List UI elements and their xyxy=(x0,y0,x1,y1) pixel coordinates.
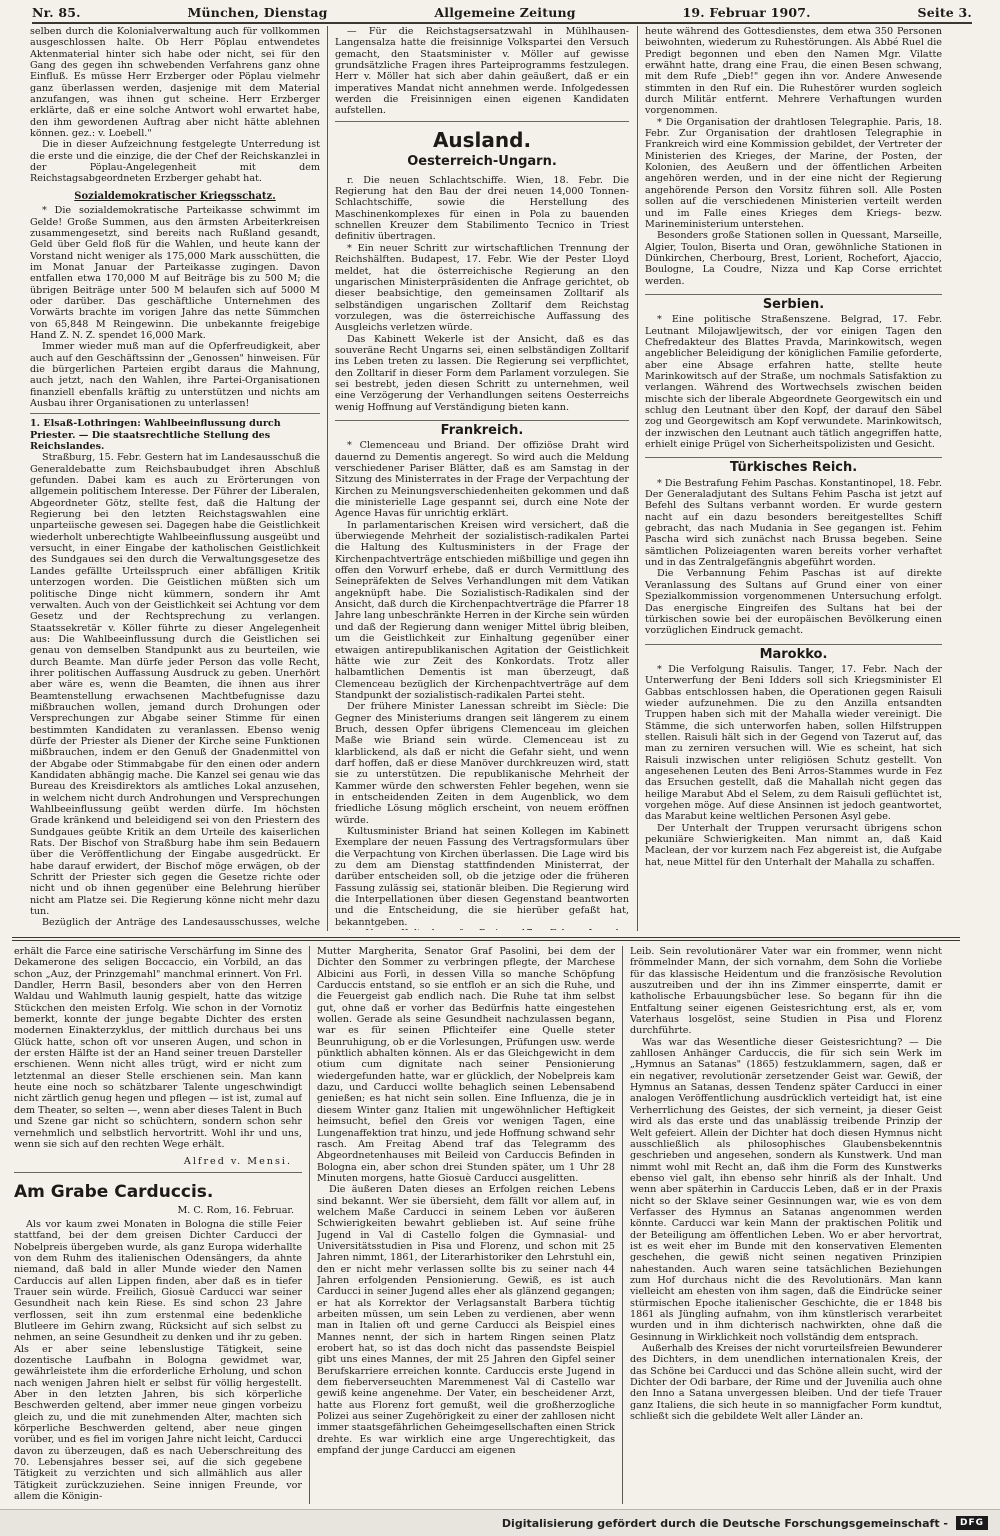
article-heading: 1. Elsaß-Lothringen: Wahlbeeinflussung durch Priester. — Die staatsrechtliche Stellung des Reichslandes. xyxy=(30,418,281,453)
feuilleton-rule xyxy=(12,937,960,938)
article-paragraph: * Die Verfolgung Raisulis. Tanger, 17. Febr. Nach der Unterwerfung der Beni Idders soll sich Kriegsminister El Gabbas entschlossen haben, die Operationen gegen Raisuli wieder aufzunehmen. Die zu den Anzilla entsandten Truppen haben sich mit der Mahalla wieder vereinigt. Die Stämme, die sich unterworfen haben, sollen Hilfstruppen stellen. Raisuli hält sich in der Gegend von Tazerut auf, das man zu zerniren versuchen will. Wie es scheint, hat sich Raisuli inzwischen unter religiösen Schutz gestellt. Von angesehenen Leuten des Beni Arros-Stammes wurde in Fez das Ersuchen gestellt, daß die Mahallah nicht gegen das heilige Marabut Abd el Selem, zu dem Raisuli geflüchtet ist, vorgehen möge. Auf diese Ansinnen ist jedoch geantwortet, das Marabut keine weltlichen Personen Asyl gebe. xyxy=(645,663,942,823)
column-divider xyxy=(637,26,638,931)
article-paragraph: Das Kabinett Wekerle ist der Ansicht, daß es das souveräne Recht Ungarns sei, einen selbständigen Zolltarif ins Leben treten zu lassen. Die Regierung sei verpflichtet, den Zolltarif in dieser Form dem Parlament vorzulegen. Sie sei bestrebt, jeden diesen Schritt zu unternehmen, weil eine Verzögerung der Verhandlungen seitens Oesterreichs wenig Hoffnung auf Verständigung bieten kann. xyxy=(335,333,629,413)
issue-number: Nr. 85. xyxy=(32,4,81,20)
article-paragraph: r. Die neuen Schlachtschiffe. Wien, 18. Febr. Die Regierung hat den Bau der drei neuen 14,000 Tonnen-Schlachtschiffe, sowie die Herstellung des Maschinenkomplexes für einen in Pola zu bauenden schnellen Kreuzer dem Stabilimento Tecnico in Triest definitiv übertragen. xyxy=(335,174,629,243)
divider xyxy=(335,121,629,122)
article-title: Am Grabe Carduccis. xyxy=(14,1181,214,1202)
feuilleton-rule xyxy=(12,940,960,941)
divider xyxy=(14,1172,302,1173)
digitization-footer xyxy=(0,1509,1000,1536)
article-paragraph: * Die sozialdemokratische Parteikasse schwimmt im Gelde! Große Summen, aus den ärmsten Arbeiterkreisen zusammengesetzt, sind bereits nach Rußland gesandt, Geld über Geld floß für die Wahlen, und heute kann der Vorstand nicht weniger als 175,000 Mark ausschütten, die im Monat Januar der Parteikasse zugingen. Davon entfallen etwa 170,000 M auf Beiträge bis zu 500 M; die übrigen Beiträge unter 500 M belaufen sich auf 5000 M oder darüber. Das geschäftliche Unternehmen des Vorwärts brachte im vorigen Jahre das nette Sümmchen von 65,848 M Reingewinn. Die unbekannte freigebige Hand Z. N. Z. spendet 16,000 Mark. xyxy=(30,205,320,341)
article-paragraph: * Clemenceau und Briand. Der offiziöse Draht wird dauernd zu Dementis angeregt. So wird auch die Meldung verschiedener Pariser Blätter, daß es am Samstag in der Sitzung des Ministerrates in der Frage der Verpachtung der Kirchen zu Meinungsverschiedenheiten gekommen und daß die ministerielle Lage gespannt sei, durch eine Note der Agence Havas für unrichtig erklärt. xyxy=(335,440,629,520)
article-paragraph: Der frühere Minister Lanessan schreibt im Siècle: Die Gegner des Ministeriums drangen seit längerem zu einem Bruch, dessen Opfer übrigens Clemenceau im gleichen Maße wie Briand sein würde. Clemenceau ist zu klarblickend, als daß er nicht die Gefahr sieht, und wenn darf hoffen, daß er diese Manöver durchkreuzen wird, statt sie zu unterstützen. Die republikanische Mehrheit der Kammer würde den schwersten Fehler begehen, wenn sie in entscheidenden Zeiten in dem Augenblick, wo dem friedliche Lösung möglich erscheint, von neuem eröffnen würde. xyxy=(335,701,629,826)
article-paragraph: * Die Bestrafung Fehim Paschas. Konstantinopel, 18. Febr. Der Generaladjutant des Sultans Fehim Pascha ist jetzt auf Befehl des Sultans verbannt worden. Er wurde gestern nacht auf ein dazu besonders bereitgestelltes Schiff gebracht, das nach Mudania in See gegangen ist. Fehim Pascha wird sich zunächst nach Brussa begeben. Seine sämtlichen Polizeiagenten waren bereits vorher verhaftet und in das Zentralgefängnis abgeführt worden. xyxy=(645,477,942,569)
author-signature: Alfred v. Mensi. xyxy=(183,1156,292,1168)
section-heading: Serbien. xyxy=(645,294,942,310)
column-divider xyxy=(622,946,623,1504)
article-paragraph: * Eine politische Straßenszene. Belgrad, 17. Febr. Leutnant Milojawljewitsch, der vor einigen Tagen den Chefredakteur des Blattes Pravda, Marinkowitsch, wegen angeblicher Beleidigung der königlichen Familie geforderte, aber eine Absage erfahren hatte, stellte heute Marinkowitsch auf der Straße, um nochmals Satisfaktion zu verlangen. Während des Wortwechsels zwischen beiden mischte sich der liberale Abgeordnete Georgewitsch ein und schlug den Leutnant über den Kopf, der darauf den Säbel zog und Georgewitsch am Kopf verwundete. Marinkowitsch, der inzwischen den Leutnant auch tätlich angegriffen hatte, erhielt einige Prügel von Sicherheitspolizisten und Gesicht. xyxy=(645,314,942,451)
article-paragraph: Der Unterhalt der Truppen verursacht übrigens schon pekuniäre Schwierigkeiten. Man nimmt an, daß Kaid Maclean, der vor kurzem nach Fez abgereist ist, die Aufgabe hat, neue Mittel für den Unterhalt der Mahalla zu schaffen. xyxy=(645,822,942,868)
article-paragraph: Die äußeren Daten dieses an Erfolgen reichen Lebens sind bekannt. Wer sie übersieht, dem fällt vor allem auf, in welchem Maße Carducci in seinem Leben vor äußeren Schwierigkeiten bewahrt geblieben ist. Auf seine frühe Jugend in Val di Castello folgen die Gymnasial- und Universitätsstudien in Pisa und Florenz, und schon mit 25 Jahren nimmt, 1861, der Literarhistoriker den Lehrstuhl ein, den er nicht mehr verlassen sollte bis zu seiner nach 44 Jahren erfolgenden Pensionierung. Gewiß, es ist auch Carducci in seiner Jugend alles eher als glänzend gegangen; er hat als Korrektor der Verlagsanstalt Barbera tüchtig arbeiten müssen, um sein Leben zu verdienen, aber wenn man in Italien oft und gerne Carducci als Beispiel eines Mannes nennt, der sich in hartem Ringen seinen Platz erobert hat, so ist das doch nicht das passendste Beispiel gibt uns eines Mannes, der mit 25 Jahren den Gipfel seiner Berufskarriere erreichen konnte. Carduccis erste Jugend in dem fieberverseuchten Maremmenest Val di Castello war gewiß keine angenehme. Der Vater, ein bescheidener Arzt, hatte aus Florenz fort gemußt, weil die großherzogliche Polizei aus seiner Zugehörigkeit zu einer der zahllosen nicht immer staatsgefährlichen Geheimgesellschaften einen Strick drehte. Es war wirklich eine arge Ungerechtigkeit, das empfand der junge Carducci am eigenen xyxy=(317,1184,615,1457)
article-paragraph: Besonders große Stationen sollen in Quessant, Marseille, Algier, Toulon, Biserta und Oran, gewöhnliche Stationen in Dünkirchen, Cherbourg, Brest, Lorient, Rochefort, Ajaccio, Boulogne, La Coudre, Nizza und Kap Corse errichtet werden. xyxy=(645,230,942,287)
article-heading: Sozialdemokratischer Kriegsschatz. xyxy=(74,190,276,202)
feuilleton-column-1 xyxy=(14,946,302,1504)
section-heading: Ausland. xyxy=(432,127,532,152)
article-paragraph: Bezüglich der Anträge des Landesausschusses, welche xyxy=(42,917,320,929)
divider xyxy=(30,413,320,414)
issue-date: 19. Februar 1907. xyxy=(682,4,811,20)
footer-text: Digitalisierung gefördert durch die Deutsche Forschungsgemeinschaft - xyxy=(501,1516,948,1530)
article-paragraph: Außerhalb des Kreises der nicht vorurteilsfreien Bewunderer des Dichters, in dem unendlichen internationalen Kreis, der das Schöne bei Carducci und das Schöne allein sucht, wird der Dichter der Odi barbare, der Rime und der Juvenilia auch ohne den Inno a Satana unvergessen bleiben. Und der tiefe Trauer ganz Italiens, die sich heute in so mannigfacher Form kundtut, schließt sich die gebildete Welt aller Länder an. xyxy=(630,1343,942,1423)
column-divider xyxy=(327,26,328,931)
article-paragraph: Leib. Sein revolutionärer Vater war ein frommer, wenn nicht frömmelnder Mann, der sich vornahm, dem Sohn die Vorliebe für das klassische Heidentum und die französische Revolution auszutreiben und der ihn ins Zimmer einsperrte, damit er katholische Erbauungsbücher lese. So begann für ihn die Entfaltung seiner eigenen Geistesrichtung erst, als er, vom Vaterhaus losgelöst, seine Studien in Pisa und Florenz durchführte. xyxy=(630,946,942,1037)
section-heading: Frankreich. xyxy=(335,420,629,436)
section-heading: Türkisches Reich. xyxy=(645,457,942,473)
article-paragraph: Mutter Margherita, Senator Graf Pasolini, bei dem der Dichter den Sommer zu verbringen pflegte, der Marchese Albicini aus Forlì, in dessen Villa so manche Schöpfung Carduccis entstand, so sie entfloh er an sich die Ruhe, und die Feuergeist gab endlich nach. Die Ruhe tat ihm selbst gut, ohne daß er vorher das Bedürfnis hatte eingestehen wollen. Gerade als seine Gesundheit nachzulassen begann, war es für seinen Pflichteifer eine Quelle steter Beunruhigung, ob er die Vorlesungen, Prüfungen usw. werde pünktlich abhalten können. Als er das Gleichgewicht in dem otium cum dignitate nach seiner Pensionierung wiedergefunden hatte, war er glücklich, der Nobelpreis kam dazu, und Carducci wollte behaglich seinen Lebensabend genießen; es hat nicht sein sollen. Eine Influenza, die je in diesem Winter ganz Italien mit ungewöhnlicher Heftigkeit heimsucht, befiel den Greis vor wenigen Tagen, eine Lungenaffektion trat hinzu, und jede Hoffnung schwand sehr rasch. Am Freitag Abend traf das Telegramm des Abgeordnetenhauses mit Beileid von Carduccis Befinden in Bologna ein, aber schon drei Stunden später, um 1 Uhr 28 Minuten morgens, hatte Giosuè Carducci ausgelitten. xyxy=(317,946,615,1184)
page-number: Seite 3. xyxy=(917,4,972,20)
page-header xyxy=(32,2,972,24)
feuilleton-column-3 xyxy=(630,946,942,1504)
column-3 xyxy=(645,26,942,930)
article-paragraph: Die in dieser Aufzeichnung festgelegte Unterredung ist die erste und die einzige, die der Chef der Reichskanzlei in der Pöplau-Angelegenheit mit dem Reichstagsabgeordneten Erzberger gehabt hat. xyxy=(30,139,320,185)
article-paragraph: * Ein neuer Schritt zur wirtschaftlichen Trennung der Reichshälften. Budapest, 17. Febr. Wie der Pester Lloyd meldet, hat die österreichische Regierung an den ungarischen Ministerpräsidenten die Anfrage gerichtet, ob dieser beabsichtige, den gemeinsamen Zolltarif als selbständigen ungarischen Zolltarif dem Reichstag vorzulegen, was die österreichische Auffassung des Ausgleichs verletzen würde. xyxy=(335,242,629,334)
article-paragraph: erhält die Farce eine satirische Verschärfung im Sinne des Dekamerone des seligen Boccaccio, ein Vorbild, an das schon „Auz, der Prinzgemahl" manchmal erinnert. Von Frl. Dandler, Herrn Basil, besonders aber von den Herren Waldau und Wahlmuth launig gespielt, hatte das witzige Stückchen den meisten Erfolg. Wie schon in der Vornotiz bemerkt, konnte der junge begabte Dichter des ersten modernen Einakterzyklus, der mittlich durchaus bei uns Glück hatte, schon oft vor unseren Augen, und schon in der ersten Hälfte ist der an Hand seiner treuen Darsteller erschienen. Wenn nicht alles trügt, wird er nicht zum letztenmal an dieser Stelle erschienen sein. Man kann heute eine noch so schätzbarer Talente ungeschwindigt nicht zärtlich genug hegen und pflegen — ist ist, zumal auf dem Theater, so selten —, wenn aber dieses Talent in Buch und Szene gar nicht so schüchtern, sondern schon sehr vernehmlich und selbstlich hervortritt. Wohl ihr und uns, wenn sie sich auf den rechten Wege erhält. xyxy=(14,946,302,1150)
feuilleton-column-2 xyxy=(317,946,615,1504)
article-paragraph: Straßburg, 15. Febr. Gestern hat im Landesausschuß die Generaldebatte zum Reichsbaubudget ihren Abschluß gefunden. Dabei kam es auch zu Erörterungen von allgemein politischem Interesse. Der Führer der Liberalen, Abgeordneter Götz, stellte fest, daß die Haltung der Regierung bei den letzten Reichstagswahlen eine unparteiische gewesen sei. Dagegen habe die Geistlichkeit wiederholt unberechtigte Wahlbeeinflussung ausgeübt und versucht, in einer Eingabe der katholischen Geistlichkeit des Sundgaues sei den durch die Verwaltungsgesetze des Landes gefällte Urteilsspruch einer abfälligen Kritik unterzogen worden. Die Geistlichen müßten sich um politische Dinge nicht kümmern, sondern ihr Amt verwalten. Auch von der Geistlichkeit sei Achtung vor dem Gesetz und der Rechtsprechung zu verlangen. Staatssekretär v. Köller führte zu dieser Angelegenheit aus: Die Wahlbeeinflussung durch die Geistlichen sei genau von demselben Standpunkt aus zu beurteilen, wie durch Beamte. Man dürfe jeder Person das volle Recht, ihrer politischen Auffassung Ausdruck zu geben. Unerhört aber wäre es, wenn die Beamten, die ihnen aus ihrer Beamtenstellung erwachsenen Machtbefugnisse dazu mißbrauchen wollen, jemand durch Drohungen oder Versprechungen zur Abgabe seiner Stimme für einen bestimmten Kandidaten zu veranlassen. Ebenso wenig dürfe der Priester als Diener der Kirche seine Funktionen mißbrauchen, indem er den Genuß der Gnadenmittel von der Abgabe oder Stimmabgabe für den einen oder andern Kandidaten abhängig mache. Die Kanzel sei genau wie das Bureau des Kreisdirektors als amtliches Lokal anzusehen, in welchem nicht durch Androhungen und Versprechungen Wahlbeeinflussung geübt werden dürfe. Im höchsten Grade kränkend und beleidigend sei von den Priestern des Sundgaues geübte Kritik an dem Urteile des kaiserlichen Rats. Der Bischof von Straßburg habe ihm sein Bedauern über die Veröffentlichung der Eingabe ausgedrückt. Er habe darauf erwidert, der Bischof möge erwägen, ob der Schritt der Priester sich gegen die Gesetze richte oder nicht und ob ihnen gegenüber eine Belehrung hierüber nicht am Platze sei. Die Regierung könne nicht mehr dazu tun. xyxy=(30,452,320,918)
article-paragraph: Immer wieder muß man auf die Opferfreudigkeit, aber auch auf den Geschäftssinn der „Genossen" hinweisen. Für die bürgerlichen Parteien ergibt daraus die Mahnung, auch jetzt, nach den Wahlen, ihre Partei-Organisationen finanziell ebenfalls kräftig zu unterstützen und nichts am Ausbau ihrer Organisationen zu unterlassen! xyxy=(30,341,320,409)
dateline: M. C. Rom, 16. Februar. xyxy=(177,1204,294,1216)
article-paragraph: Als vor kaum zwei Monaten in Bologna die stille Feier stattfand, bei der dem greisen Dichter Carducci der Nobelpreis übergeben wurde, als ganz Europa widerhallte von dem Ruhm des italienischen Odensängers, da ahnte niemand, daß bald in aller Munde wieder den Namen Carduccis auf allen Lippen finden, aber daß es in tiefer Trauer sein würde. Freilich, Giosuè Carducci war seiner Gesundheit nach kein Riese. Es sind schon 23 Jahre verflossen, seit ihn zum erstenmal eine bedenkliche Blutleere im Gehirn zwang, Rücksicht auf sich selbst zu nehmen, an seine Gesundheit zu denken und ihr zu geben. Als er aber seine lebenslustige Tätigkeit, seine dozentische Laufbahn in Bologna gewidmet war, gewährleistete ihm die erforderliche Erholung, und schon nach wenigen Jahren hielt er selbst für völlig hergestellt. Aber in den letzten Jahren, bis sich körperliche Beschwerden geltend, aber immer neue gingen vorbeizu gleich zu, und die mit zunehmenden Alter, machten sich körperliche Beschwerden geltend, aber neue gingen vorüber, und es fiel im vorigen Jahre nicht leicht, Carducci davon zu überzeugen, daß es nach Ueberschreitung des 70. Lebensjahres besser sei, auf die sich gegebene Tätigkeit zu verzichten und sich allmählich aus aller Tätigkeit zurückzuziehen. Seine innigen Freunde, vor allem die Königin- xyxy=(14,1218,302,1503)
article-paragraph: selben durch die Kolonialverwaltung auch für vollkommen ausgeschlossen halte. Ob Herr Pöplau entwendetes Aktenmaterial hinter sich habe oder nicht, sei für den Gang des gegen ihn schwebenden Verfahrens ganz ohne Einfluß. Es müsse Herr Erzberger oder Pöplau vielmehr ganz überlassen werden, dasjenige mit dem Material anzufangen, was ihnen gut scheine. Herr Erzberger erklärte, daß er eine solche Antwort wohl erwartet habe, den ihm gewordenen Auftrag aber nicht hätte ablehnen können. gez.: v. Loebell." xyxy=(30,26,320,140)
column-divider xyxy=(309,946,310,1504)
place-day: München, Dienstag xyxy=(187,4,328,20)
article-paragraph: Was war das Wesentliche dieser Geistesrichtung? — Die zahllosen Anhänger Carduccis, die für sich sein Werk im „Hymnus an Satanas" (1865) festzuklammern, sagen, daß er ein negativer, revolutionär zersetzender Geist war. Gewiß, der Hymnus an Satanas, dessen Tendenz später Carducci in einer analogen Veröffentlichung ausdrücklich verteidigt hat, ist eine Verherrlichung des Geistes, der sich verneint, ja dieser Geist wird als das erste und das unablässig treibende Prinzip der Welt gefeiert. Allein der Dichter hat doch diesen Hymnus nicht ausschließlich als philosophisches Glaubensbekenntnis geschrieben und angesehen, sondern als Kunstwerk. Und man nimmt wohl mit Recht an, daß ihm die Form des Kunstwerks ebenso viel galt, ihn ebenso sehr hinriß als der Inhalt. Und wenn aber späterhin in Carduccis Leben, daß er in der Praxis nicht so der Sklave seiner Gesinnungen war, wie es von dem Verfasser des Hymnus an Satanas angenommen werden könnte. Carducci war kein Mann der praktischen Politik und der Beteiligung am öffentlichen Leben. Wo er aber hervortrat, ist es weit eher im Bunde mit den konservativen Elementen geschehen, die gewiß nicht seinen negativen Prinzipien nahestanden. Auch waren seine tatsächlichen Beziehungen zum Hof durchaus nicht die des Revolutionärs. Man kann vielleicht am ehesten von ihm sagen, daß die Eindrücke seiner stürmischen Epoche italienischer Geschichte, die er 1848 bis 1861 als Jüngling aufnahm, von ihm künstlerisch verarbeitet wurden und in ihm dichterisch nachwirkten, ohne daß die Gesinnung in Wirklichkeit noch vollständig dem entsprach. xyxy=(630,1036,942,1343)
article-paragraph: * Die Organisation der drahtlosen Telegraphie. Paris, 18. Febr. Zur Organisation der drahtlosen Telegraphie in Frankreich wird eine Kommission gebildet, der Vertreter der Ministerien des Krieges, der Marine, der Posten, der Kolonien, des Aeußern und der öffentlichen Arbeiten angehören werden, und in der eine nicht der Regierung angehörende Person den Vorsitz führen soll. Alle Posten sollen auf die verschiedenen Ministerien verteilt werden und im Falle eines Krieges dem Kriegs- bezw. Marineministerium unterstehen. xyxy=(645,116,942,230)
column-1 xyxy=(30,26,320,930)
article-paragraph xyxy=(335,928,629,930)
article-paragraph: Die Verbannung Fehim Paschas ist auf direkte Veranlassung des Sultans auf Grund einer von einer Spezialkommission vorgenommenen Untersuchung erfolgt. Das energische Eingreifen des Sultans hat bei der türkischen sowie bei der europäischen Bevölkerung einen vorzüglichen Eindruck gemacht. xyxy=(645,568,942,637)
article-paragraph: In parlamentarischen Kreisen wird versichert, daß die überwiegende Mehrheit der sozialistisch-radikalen Partei die Haltung des Kultusministers in der Frage der Kirchenpachtverträge entschieden mißbillige und gegen ihn offen den Vorwurf erhebe, daß er durch Vermittlung des Seinepräfekten de Selves Verhandlungen mit dem Vatikan angeknüpft habe. Die Sozialistisch-Radikalen sind der Ansicht, daß durch die Kirchenpachtverträge die Pfarrer 18 Jahre lang unbeschränkte Herren in der Kirche sein würden und daß der Regierung dann weniger Mittel übrig bleiben, um die Geistlichkeit zur Einhaltung gegenüber einer etwaigen antirepublikanischen Agitation der Geistlichkeit hätte wie zur Zeit des Konkordats. Trotz aller halbamtlichen Dementis ist man überzeugt, daß Clemenceau bezüglich der Kirchenpachtverträge auf dem Standpunkt der sozialistisch-radikalen Partei steht. xyxy=(335,519,629,701)
article-paragraph: — Für die Reichstagsersatzwahl in Mühlhausen-Langensalza hatte die freisinnige Volkspartei den Versuch gemacht, den Staatsminister v. Möller auf gewisse grundsätzliche Fragen ihres Parteiprogramms festzulegen. Herr v. Möller hat sich aber dahin geäußert, daß er ein imperatives Mandat nicht annehmen werde. Infolgedessen werden die Freisinnigen einen eigenen Kandidaten aufstellen. xyxy=(335,26,629,117)
dfg-logo: DFG xyxy=(956,1516,988,1530)
article-paragraph: Kultusminister Briand hat seinen Kollegen im Kabinett Exemplare der neuen Fassung des Vertragsformulars über die Verpachtung von Kirchen überlassen. Die Lage wird bis zu dem am Dienstag stattfindenden Ministerrat, der darüber entscheiden soll, ob die jetzige oder die früheren Fassung zulässig sei, stationär bleiben. Die Regierung wird die Interpellationen über diesen Gegenstand beantworten und die Entscheidung, die sie hierüber gefaßt hat, bekanntgeben. xyxy=(335,826,629,928)
newspaper-title: Allgemeine Zeitung xyxy=(434,4,576,20)
section-subheading: Oesterreich-Ungarn. xyxy=(407,153,557,169)
article-paragraph: heute während des Gottesdienstes, dem etwa 350 Personen beiwohnten, wiederum zu Ruhestörungen. Als Abbé Ruel die Predigt begonnen und eben den Namen Mgr. Vilatte erwähnt hatte, drang eine Frau, die einen Besen schwang, mit dem Rufe „Dieb!" gegen ihn vor. Andere Anwesende stimmten in den Ruf ein. Die Ruhestörer wurden sogleich durch Militär entfernt. Mehrere Verhaftungen wurden vorgenommen. xyxy=(645,26,942,117)
section-heading: Marokko. xyxy=(645,644,942,660)
column-2 xyxy=(335,26,629,930)
